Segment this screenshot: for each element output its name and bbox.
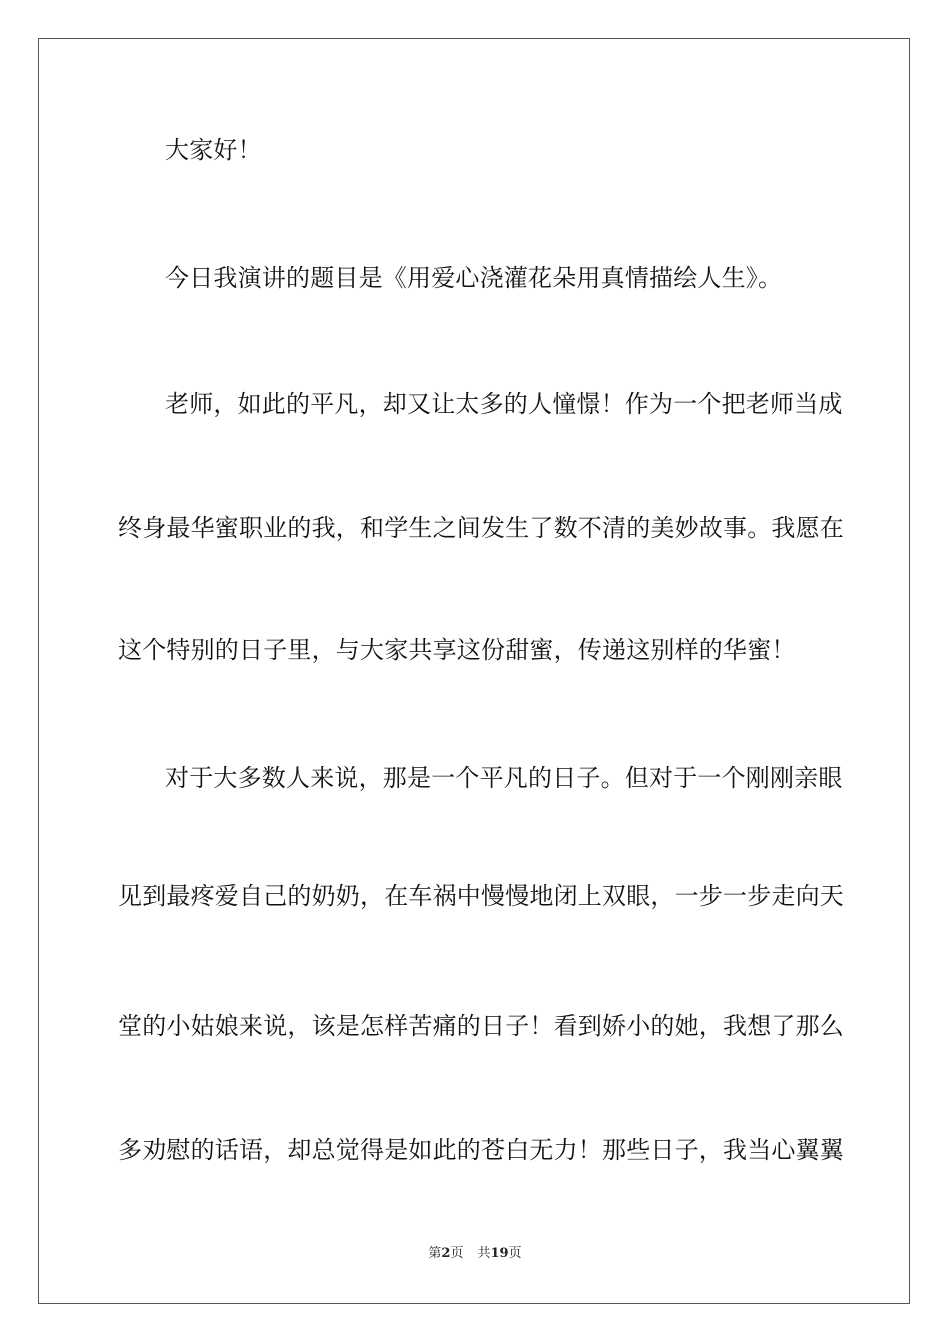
paragraph-line: 堂的小姑娘来说，该是怎样苦痛的日子！看到娇小的她，我想了那么 (118, 1012, 844, 1040)
paragraph-line: 多劝慰的话语，却总觉得是如此的苍白无力！那些日子，我当心翼翼 (118, 1136, 844, 1164)
page-number: 2 (441, 1246, 451, 1261)
paragraph-line: 对于大多数人来说，那是一个平凡的日子。但对于一个刚刚亲眼 (165, 764, 843, 792)
total-suffix: 页 (508, 1246, 522, 1261)
page-border (38, 38, 910, 1304)
paragraph-line: 老师，如此的平凡，却又让太多的人憧憬！作为一个把老师当成 (165, 390, 843, 418)
page-suffix: 页 (450, 1246, 464, 1261)
total-label: 共 (477, 1246, 491, 1261)
greeting-line: 大家好！ (165, 136, 262, 164)
page-label: 第 (428, 1246, 442, 1261)
total-pages-number: 19 (490, 1246, 509, 1261)
paragraph-line: 这个特别的日子里，与大家共享这份甜蜜，传递这别样的华蜜！ (118, 636, 796, 664)
paragraph-line: 见到最疼爱自己的奶奶，在车祸中慢慢地闭上双眼，一步一步走向天 (118, 882, 844, 910)
speech-title-line: 今日我演讲的题目是《用爱心浇灌花朵用真情描绘人生》。 (165, 264, 783, 292)
page-footer (0, 1244, 950, 1264)
paragraph-line: 终身最华蜜职业的我，和学生之间发生了数不清的美妙故事。我愿在 (118, 514, 844, 542)
